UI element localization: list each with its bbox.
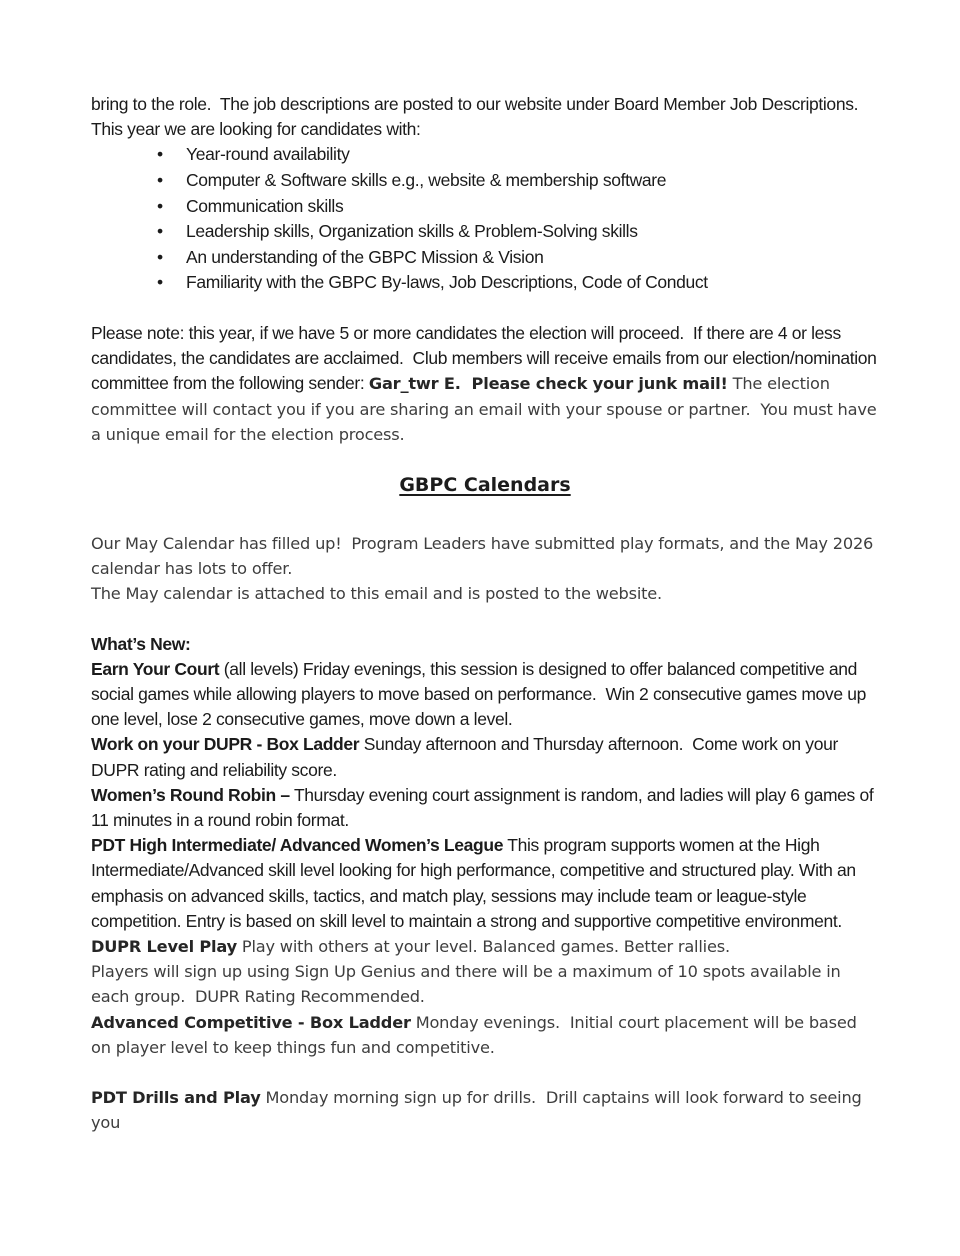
paragraph <box>91 531 879 581</box>
paragraph-text-bold: Work on your DUPR - Box Ladder <box>91 734 360 755</box>
bullet-item-text: Communication skills <box>186 195 344 216</box>
paragraph-text-bold: PDT Drills and Play <box>91 1088 261 1108</box>
paragraph-text: Please note: this year, if we have 5 or more candidates the election will proceed. If there are 4 or less candidates, the candidates are acclaimed. Club members will receive emails from our election/nomination committee from the following sender: <box>91 322 882 394</box>
paragraph <box>91 732 879 782</box>
paragraph-text-bold: Earn Your Court <box>91 658 220 679</box>
section-heading <box>91 472 879 498</box>
bullet-dot-icon: • <box>157 195 163 216</box>
paragraph-text-bold: Women’s Round Robin – <box>91 784 290 805</box>
bullet-list <box>91 142 879 296</box>
paragraph-text: (all levels) Friday evenings, this session is designed to offer balanced competitive and social games while allowing players to move based on performance. Win 2 consecutive games move up one level, lose 2 consecutive games, move down a level. <box>91 658 871 730</box>
bullet-item <box>91 168 879 194</box>
document-body <box>91 92 882 1135</box>
bullet-item-text: Computer & Software skills e.g., website & membership software <box>186 170 667 190</box>
bullet-dot-icon: • <box>157 144 163 165</box>
paragraph-spacer <box>91 1060 879 1085</box>
paragraph-text: Sunday afternoon and Thursday afternoon. Come work on your DUPR rating and reliability score. <box>91 734 843 780</box>
paragraph <box>91 657 879 733</box>
paragraph-spacer <box>91 607 879 632</box>
paragraph <box>91 934 879 959</box>
paragraph <box>91 1010 879 1060</box>
bullet-item-text: Familiarity with the GBPC By-laws, Job Descriptions, Code of Conduct <box>186 272 708 293</box>
paragraph-text: Players will sign up using Sign Up Genius and there will be a maximum of 10 spots available in each group. DUPR Rating Recommended. <box>91 962 846 1007</box>
paragraph-text: This program supports women at the High Intermediate/Advanced skill level looking for high performance, competitive and structured play. With an emphasis on advanced skills, tactics, and match play, sessions may include team or league-style competition. Entry is based on skill level to maintain a strong and supportive competitive environment. <box>91 835 861 931</box>
bullet-item <box>91 219 879 245</box>
paragraph-text-bold: DUPR Level Play <box>91 937 237 957</box>
paragraph-text: Monday evenings. Initial court placement will be based on player level to keep things fun and competitive. <box>91 1012 862 1057</box>
paragraph <box>91 959 879 1009</box>
paragraph-spacer <box>91 447 879 472</box>
paragraph-text: The election committee will contact you if you are sharing an email with your spouse or partner. You must have a unique email for the election process. <box>91 374 882 444</box>
paragraph <box>91 92 879 117</box>
paragraph <box>91 321 882 447</box>
bullet-item <box>91 270 879 296</box>
paragraph-text-bold: Gar_twr E. Please check your junk mail! <box>368 374 728 394</box>
paragraph-text-bold: Advanced Competitive - Box Ladder <box>91 1012 411 1032</box>
paragraph <box>91 833 879 934</box>
paragraph <box>91 117 879 142</box>
paragraph-text: Our May Calendar has filled up! Program Leaders have submitted play formats, and the May 2026 calendar has lots to offer. <box>91 533 879 579</box>
bullet-dot-icon: • <box>157 246 163 267</box>
bullet-item <box>91 142 879 168</box>
bullet-item-text: An understanding of the GBPC Mission & Vision <box>186 246 544 267</box>
bullet-item <box>91 194 879 220</box>
paragraph <box>91 1085 879 1135</box>
bullet-dot-icon: • <box>157 272 163 293</box>
paragraph <box>91 632 879 657</box>
paragraph-text: bring to the role. The job descriptions are posted to our website under Board Member Job Descriptions. <box>91 94 859 114</box>
paragraph-text-bold: PDT High Intermediate/ Advanced Women’s League <box>91 835 504 856</box>
paragraph-spacer <box>91 296 879 321</box>
paragraph-text: Thursday evening court assignment is random, and ladies will play 6 games of 11 minutes in a round robin format. <box>91 784 878 831</box>
section-heading-text: GBPC Calendars <box>399 473 571 496</box>
bullet-dot-icon: • <box>157 221 163 242</box>
bullet-item <box>91 245 879 271</box>
paragraph-spacer <box>91 506 879 531</box>
paragraph-text: This year we are looking for candidates with: <box>91 119 421 140</box>
bullet-item-text: Year-round availability <box>186 144 350 165</box>
paragraph <box>91 581 879 606</box>
paragraph-text: Play with others at your level. Balanced games. Better rallies. <box>236 937 730 957</box>
paragraph-text: The May calendar is attached to this email and is posted to the website. <box>91 584 662 604</box>
bullet-dot-icon: • <box>157 170 163 190</box>
paragraph-text: Monday morning sign up for drills. Drill captains will look forward to seeing you <box>91 1088 867 1133</box>
paragraph <box>91 783 879 833</box>
bullet-item-text: Leadership skills, Organization skills & Problem-Solving skills <box>186 221 638 242</box>
paragraph-text-bold: What’s New: <box>91 633 191 654</box>
